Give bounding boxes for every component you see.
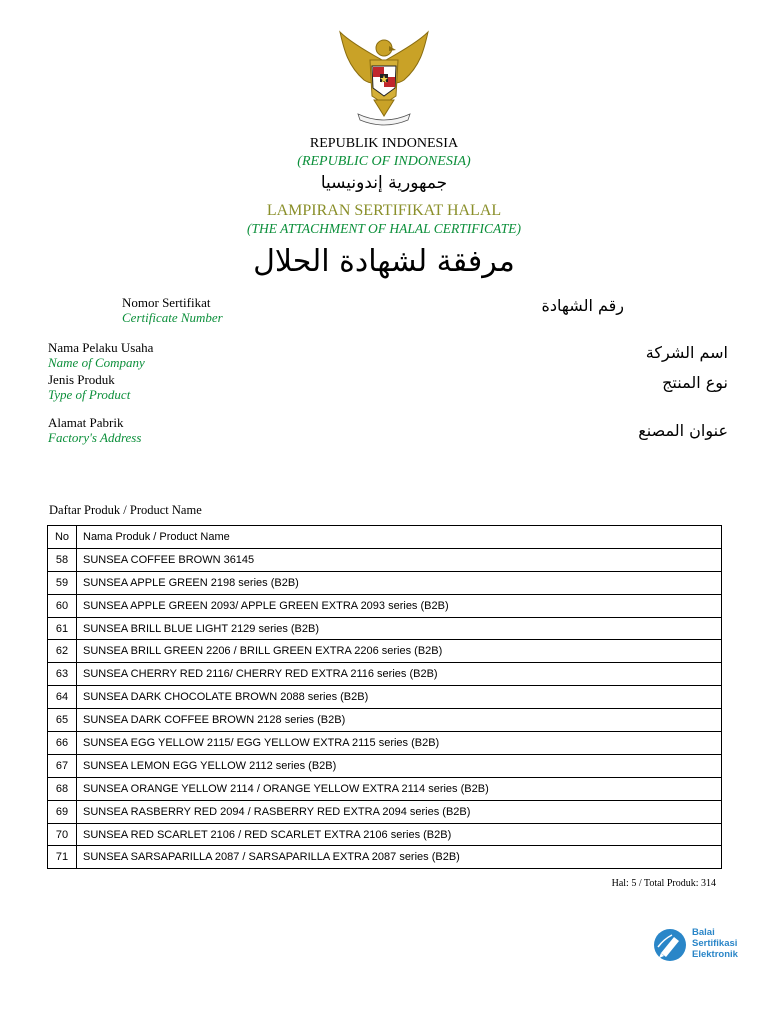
product-number-cell: 63 — [48, 663, 77, 686]
product-type-label — [48, 372, 130, 402]
product-name-cell: SUNSEA LEMON EGG YELLOW 2112 series (B2B) — [77, 754, 722, 777]
table-row — [48, 594, 722, 617]
product-type-label-ar: نوع المنتج — [662, 373, 728, 392]
certificate-number-label-id: Nomor Sertifikat — [122, 295, 211, 310]
product-name-cell: SUNSEA EGG YELLOW 2115/ EGG YELLOW EXTRA 2115 series (B2B) — [77, 732, 722, 755]
bse-logo-text — [692, 927, 738, 960]
table-row — [48, 617, 722, 640]
table-row — [48, 640, 722, 663]
product-number-cell: 65 — [48, 709, 77, 732]
product-number-cell: 69 — [48, 800, 77, 823]
table-row — [48, 548, 722, 571]
factory-address-label-ar: عنوان المصنع — [638, 421, 728, 440]
table-row — [48, 823, 722, 846]
factory-address-label-en: Factory's Address — [48, 430, 142, 445]
company-name-label-ar: اسم الشركة — [645, 343, 728, 362]
certificate-number-label — [122, 295, 223, 325]
attachment-title-en: (THE ATTACHMENT OF HALAL CERTIFICATE) — [246, 221, 522, 236]
factory-address-label-id: Alamat Pabrik — [48, 415, 124, 430]
product-name-cell: SUNSEA ORANGE YELLOW 2114 / ORANGE YELLOW EXTRA 2114 series (B2B) — [77, 777, 722, 800]
bse-logo — [652, 927, 762, 963]
table-row — [48, 663, 722, 686]
table-row — [48, 686, 722, 709]
product-name-cell: SUNSEA APPLE GREEN 2198 series (B2B) — [77, 571, 722, 594]
company-name-label — [48, 340, 153, 370]
product-number-cell: 70 — [48, 823, 77, 846]
bse-logo-line1: Balai — [692, 927, 715, 938]
table-row — [48, 732, 722, 755]
bse-logo-line3: Elektronik — [692, 949, 738, 960]
product-type-label-id: Jenis Produk — [48, 372, 115, 387]
republic-title: REPUBLIK INDONESIA — [309, 136, 459, 151]
table-row — [48, 777, 722, 800]
table-row — [48, 709, 722, 732]
product-number-cell: 60 — [48, 594, 77, 617]
product-number-cell: 64 — [48, 686, 77, 709]
product-number-cell: 68 — [48, 777, 77, 800]
company-name-label-id: Nama Pelaku Usaha — [48, 340, 154, 355]
factory-address-label — [48, 415, 141, 445]
product-number-cell: 62 — [48, 640, 77, 663]
product-list-title: Daftar Produk / Product Name — [49, 503, 202, 517]
product-name-cell: SUNSEA APPLE GREEN 2093/ APPLE GREEN EXTRA 2093 series (B2B) — [77, 594, 722, 617]
certificate-number-label-en: Certificate Number — [122, 310, 223, 325]
product-number-cell: 61 — [48, 617, 77, 640]
table-header-row — [48, 526, 722, 549]
attachment-title-ar: مرفقة لشهادة الحلال — [253, 244, 515, 279]
table-row — [48, 754, 722, 777]
republic-title-en: (REPUBLIC OF INDONESIA) — [297, 154, 471, 169]
certificate-number-label-ar: رقم الشهادة — [541, 296, 624, 315]
product-number-cell: 59 — [48, 571, 77, 594]
company-name-label-en: Name of Company — [48, 355, 145, 370]
product-number-cell: 67 — [48, 754, 77, 777]
product-name-cell: SUNSEA DARK CHOCOLATE BROWN 2088 series (B2B) — [77, 686, 722, 709]
product-name-cell: SUNSEA SARSAPARILLA 2087 / SARSAPARILLA EXTRA 2087 series (B2B) — [77, 846, 722, 869]
product-number-cell: 58 — [48, 548, 77, 571]
product-name-cell: SUNSEA BRILL GREEN 2206 / BRILL GREEN EXTRA 2206 series (B2B) — [77, 640, 722, 663]
table-row — [48, 846, 722, 869]
product-name-cell: SUNSEA BRILL BLUE LIGHT 2129 series (B2B) — [77, 617, 722, 640]
product-name-cell: SUNSEA DARK COFFEE BROWN 2128 series (B2B) — [77, 709, 722, 732]
product-number-cell: 71 — [48, 846, 77, 869]
product-name-cell: SUNSEA RASBERRY RED 2094 / RASBERRY RED EXTRA 2094 series (B2B) — [77, 800, 722, 823]
product-name-cell: SUNSEA RED SCARLET 2106 / RED SCARLET EXTRA 2106 series (B2B) — [77, 823, 722, 846]
table-row — [48, 571, 722, 594]
garuda-emblem-icon — [334, 30, 434, 126]
product-number-cell: 66 — [48, 732, 77, 755]
product-table — [47, 525, 722, 869]
republic-title-ar: جمهورية إندونيسيا — [320, 173, 448, 193]
column-header-name: Nama Produk / Product Name — [77, 526, 722, 549]
product-name-cell: SUNSEA CHERRY RED 2116/ CHERRY RED EXTRA 2116 series (B2B) — [77, 663, 722, 686]
column-header-no: No — [48, 526, 77, 549]
product-name-cell: SUNSEA COFFEE BROWN 36145 — [77, 548, 722, 571]
attachment-title: LAMPIRAN SERTIFIKAT HALAL — [266, 202, 502, 219]
page-info: Hal: 5 / Total Produk: 314 — [611, 878, 716, 889]
table-row — [48, 800, 722, 823]
product-type-label-en: Type of Product — [48, 387, 131, 402]
bse-logo-line2: Sertifikasi — [692, 938, 738, 949]
